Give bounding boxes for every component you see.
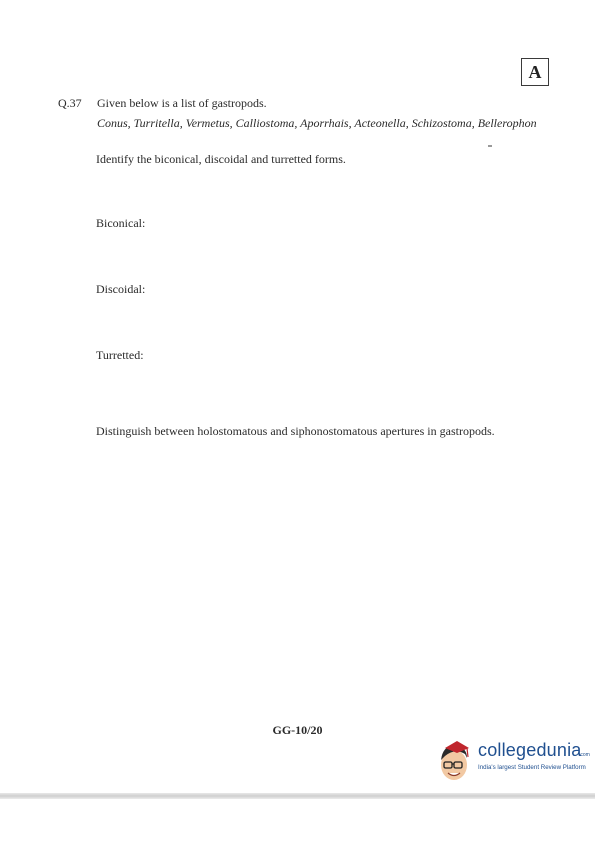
species-list: Conus, Turritella, Vermetus, Calliostoma, Aporrhais, Acteonella, Schizostoma, Bellerophon: [97, 116, 537, 130]
label-turretted: Turretted:: [96, 348, 144, 362]
brand-name: collegedunia: [478, 740, 582, 760]
question-instruction: Identify the biconical, discoidal and turretted forms.: [96, 152, 346, 166]
question-intro: Given below is a list of gastropods.: [97, 96, 267, 110]
scan-edge-shadow: [0, 793, 595, 799]
scan-speck: [488, 145, 492, 147]
question-number: Q.37: [58, 96, 82, 110]
page-code: GG-10/20: [272, 723, 323, 737]
set-marker-letter: A: [528, 61, 542, 82]
brand-suffix: .com: [579, 752, 590, 758]
brand-tagline: India's largest Student Review Platform: [478, 764, 586, 771]
label-discoidal: Discoidal:: [96, 282, 146, 296]
label-biconical: Biconical:: [96, 216, 146, 230]
question-part-two: Distinguish between holostomatous and siphonostomatous apertures in gastropods.: [96, 424, 495, 438]
set-marker-box: [521, 58, 549, 86]
